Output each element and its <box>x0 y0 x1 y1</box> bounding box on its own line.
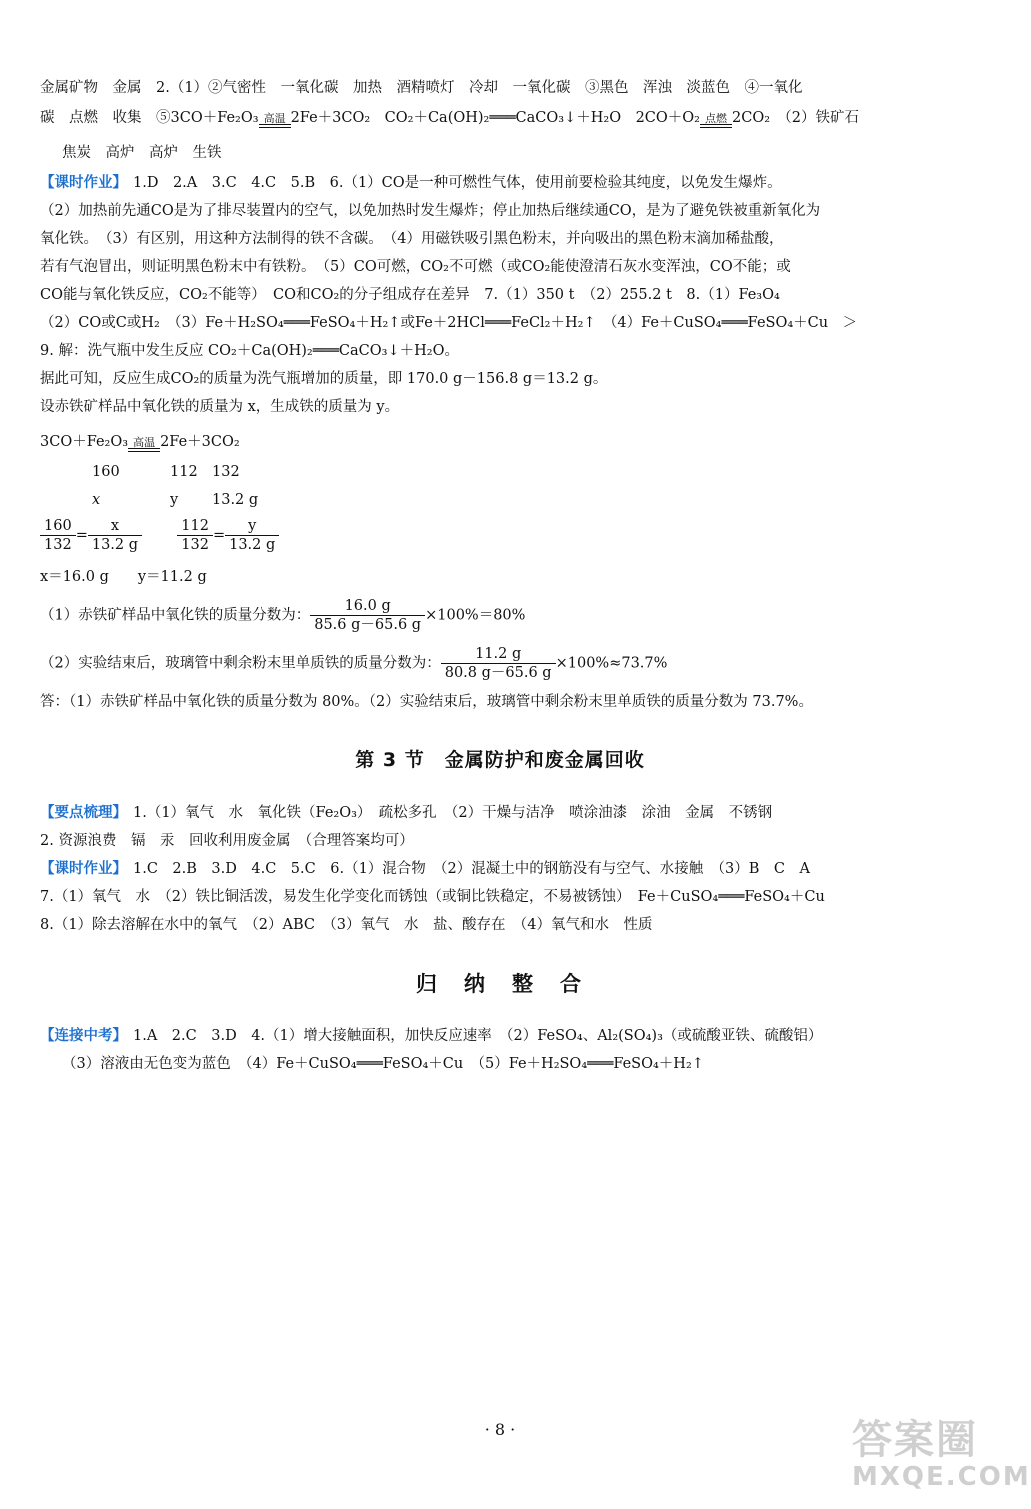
text-line: （3）溶液由无色变为蓝色 （4）Fe＋CuSO₄═══FeSO₄＋Cu （5）Fe＋H₂SO₄═══FeSO₄＋H₂↑ <box>62 1056 704 1072</box>
equation: 3CO＋Fe₂O₃ 高温 2Fe＋3CO₂ <box>40 434 240 450</box>
text-line: 【课时作业】 1.C 2.B 3.D 4.C 5.C 6.（1）混合物 （2）混凝土中的钢筋没有与空气、水接触 （3）B C A <box>40 861 810 877</box>
text-line: 【要点梳理】 1.（1）氧气 水 氧化铁（Fe₂O₃） 疏松多孔 （2）干燥与洁净 喷涂油漆 涂油 金属 不锈钢 <box>40 805 773 821</box>
text-line <box>40 108 859 128</box>
reaction-condition: 高温 <box>128 437 160 452</box>
text-line: 【课时作业】 1.D 2.A 3.C 4.C 5.B 6.（1）CO是一种可燃性气体，使用前要检验其纯度，以免发生爆炸。 <box>40 175 782 191</box>
text-line: 7.（1）氧气 水 （2）铁比铜活泼，易发生化学变化而锈蚀（或铜比铁稳定，不易被锈蚀） Fe＋CuSO₄═══FeSO₄＋Cu <box>40 889 825 905</box>
answer-line: 答：（1）赤铁矿样品中氧化铁的质量分数为 80%。（2）实验结束后，玻璃管中剩余粉末里单质铁的质量分数为 73.7%。 <box>40 694 813 710</box>
text-line: （1）赤铁矿样品中氧化铁的质量分数为： $\frac{16.0 g}{85.6 g-65.6 g}$ ×100%＝80% <box>40 598 526 633</box>
text-line: x＝16.0 g y＝11.2 g <box>40 569 207 585</box>
section-tag: 【课时作业】 <box>40 861 127 877</box>
section-tag: 【连接中考】 <box>40 1028 127 1044</box>
text-line: 8.（1）除去溶解在水中的氧气 （2）ABC （3）氧气 水 盐、酸存在 （4）氧气和水 性质 <box>40 917 653 933</box>
reaction-condition: 高温 <box>259 113 291 128</box>
text-line: （2）加热前先通CO是为了排尽装置内的空气，以免加热时发生爆炸；停止加热后继续通CO，是为了避免铁被重新氧化为 <box>40 203 821 219</box>
text-fragment: 碳 点燃 收集 ⑤3CO＋Fe₂O₃ <box>40 110 259 126</box>
proportion-equations: $\frac{160}{132}$ = $\frac{x}{13.2 g}$ $\frac{112}{132}$ = $\frac{y}{13.2 g}$ <box>40 517 279 554</box>
text-line: （2）CO或C或H₂ （3）Fe＋H₂SO₄═══FeSO₄＋H₂↑或Fe＋2HCl═══FeCl₂＋H₂↑ （4）Fe＋CuSO₄═══FeSO₄＋Cu ＞ <box>40 315 858 331</box>
text-line: 氧化铁。 （3）有区别，用这种方法制得的铁不含碳。 （4）用磁铁吸引黑色粉末，并向吸出的黑色粉末滴加稀盐酸， <box>40 231 784 247</box>
section-title: 归 纳 整 合 <box>416 972 584 996</box>
section-tag: 【课时作业】 <box>40 175 127 191</box>
ratio-value: 132 <box>212 464 240 480</box>
watermark-logo: 答案圈 MXQE.COM <box>852 1417 1031 1492</box>
text-line: 焦炭 高炉 高炉 生铁 <box>62 145 222 161</box>
text-line: 2. 资源浪费 镉 汞 回收利用废金属 （合理答案均可） <box>40 833 414 849</box>
section-tag: 【要点梳理】 <box>40 805 127 821</box>
section-title: 第 3 节 金属防护和废金属回收 <box>355 749 645 771</box>
ratio-value: 13.2 g <box>212 492 259 508</box>
text-line: （2）实验结束后，玻璃管中剩余粉末里单质铁的质量分数为： $\frac{11.2 g}{80.8 g-65.6 g}$ ×100%≈73.7% <box>40 646 668 681</box>
ratio-value: x <box>92 492 101 508</box>
text-line: 9. 解：洗气瓶中发生反应 CO₂＋Ca(OH)₂═══CaCO₃↓＋H₂O。 <box>40 343 459 359</box>
reaction-condition: 点燃 <box>700 113 732 128</box>
text-line: 若有气泡冒出，则证明黑色粉末中有铁粉。 （5）CO可燃，CO₂不可燃（或CO₂能使澄清石灰水变浑浊，CO不能；或 <box>40 259 791 275</box>
page-number: · 8 · <box>484 1420 516 1439</box>
text-fragment: 2CO₂ （2）铁矿石 <box>732 110 859 126</box>
ratio-value: y <box>170 492 179 508</box>
text-line: 设赤铁矿样品中氧化铁的质量为 x，生成铁的质量为 y。 <box>40 399 400 415</box>
ratio-value: 112 <box>170 464 198 480</box>
text-line: 【连接中考】 1.A 2.C 3.D 4.（1）增大接触面积，加快反应速率 （2）FeSO₄、Al₂(SO₄)₃（或硫酸亚铁、硫酸铝） <box>40 1028 823 1044</box>
text-line: 据此可知，反应生成CO₂的质量为洗气瓶增加的质量，即 170.0 g－156.8 g＝13.2 g。 <box>40 371 608 387</box>
text-fragment: 2Fe＋3CO₂ CO₂＋Ca(OH)₂═══CaCO₃↓＋H₂O 2CO＋O₂ <box>290 110 700 126</box>
text-line: 金属矿物 金属 2.（1）②气密性 一氧化碳 加热 酒精喷灯 冷却 一氧化碳 ③黑色 浑浊 淡蓝色 ④一氧化 <box>40 80 803 96</box>
ratio-value: 160 <box>92 464 120 480</box>
text-line: CO能与氧化铁反应，CO₂不能等） CO和CO₂的分子组成存在差异 7.（1）350 t （2）255.2 t 8.（1）Fe₃O₄ <box>40 287 780 303</box>
